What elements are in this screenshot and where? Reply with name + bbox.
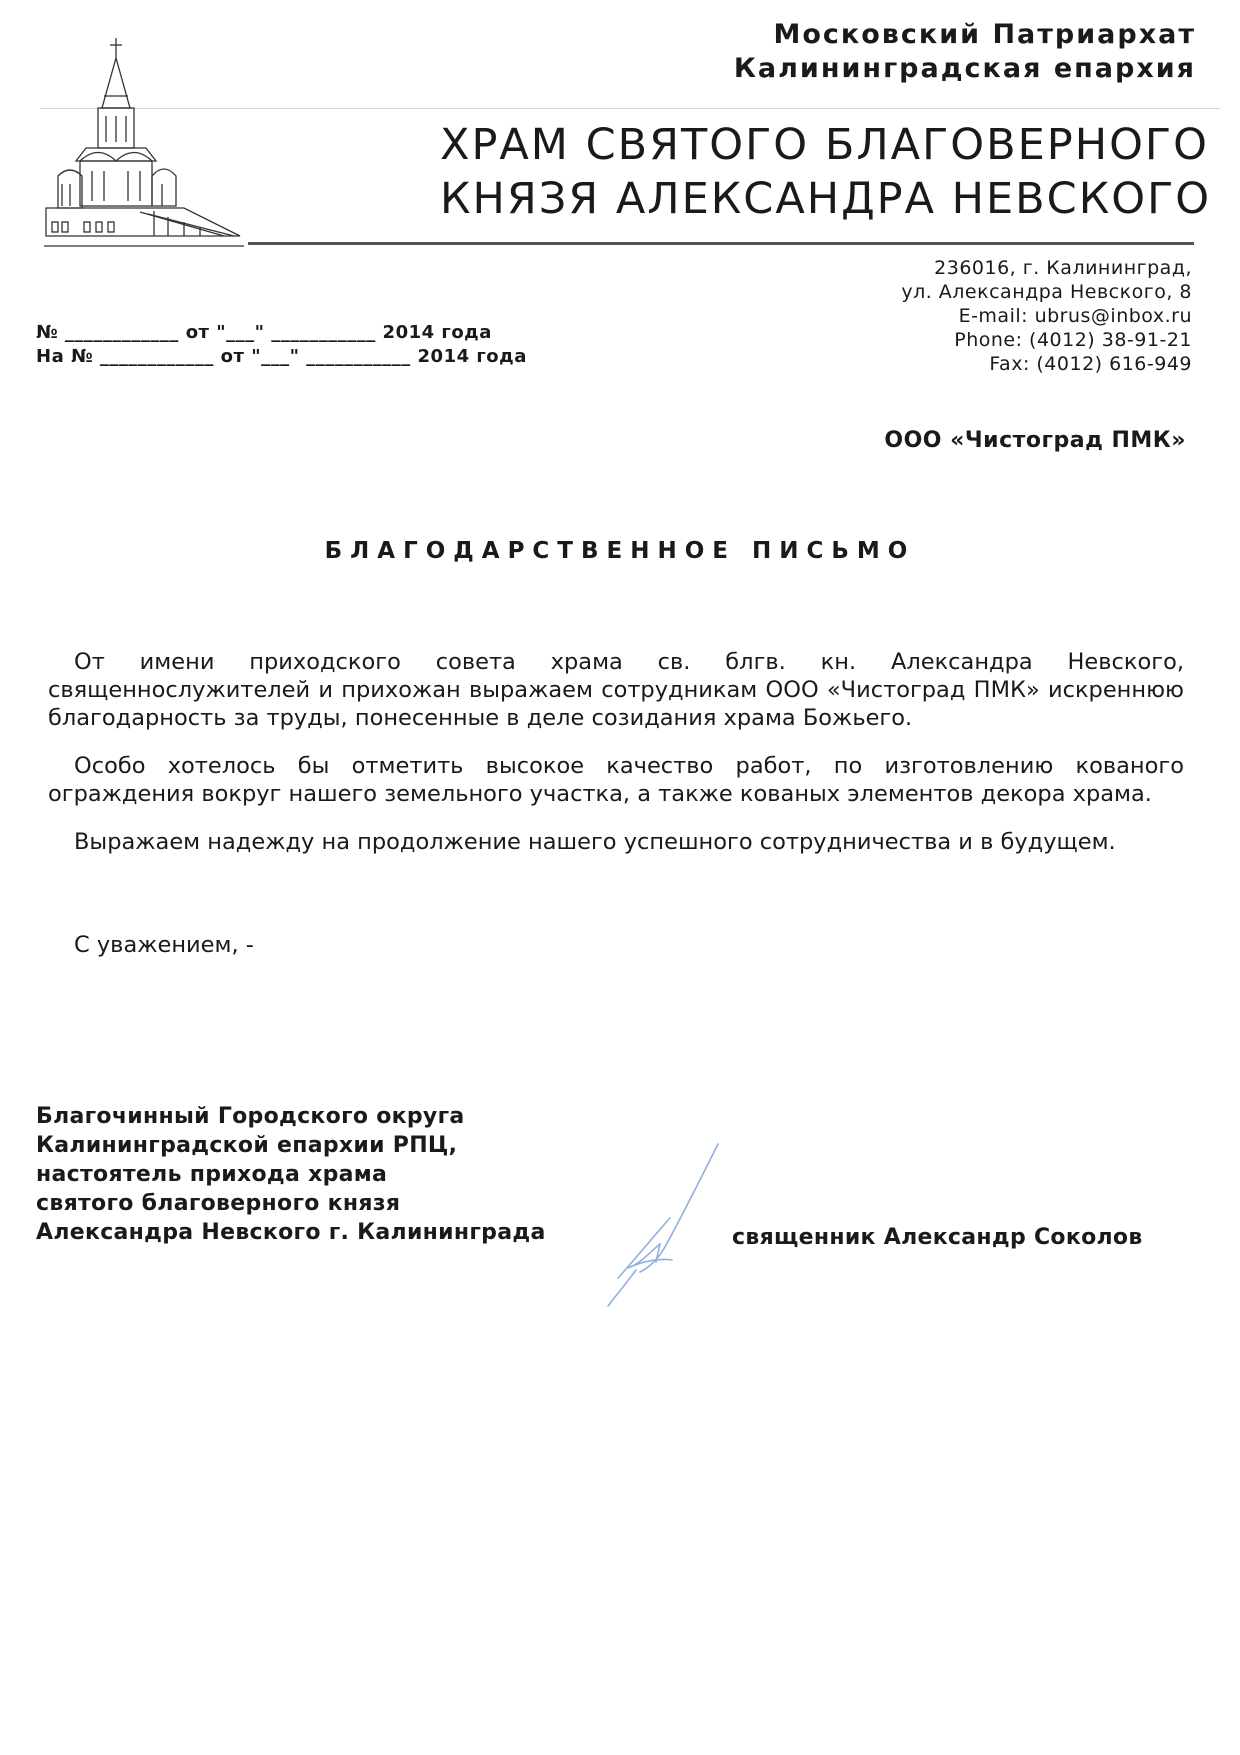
patriarchate-name: Московский Патриархат <box>773 19 1196 50</box>
diocese-name: Калининградская епархия <box>733 53 1196 84</box>
signer-position-line5: Александра Невского г. Калининграда <box>36 1220 546 1245</box>
signer-position-line2: Калининградской епархии РПЦ, <box>36 1133 458 1158</box>
temple-name <box>440 118 1211 226</box>
incoming-number-line: На № ____________ от "___" ___________ 2014 года <box>36 346 527 367</box>
body-paragraph-3: Выражаем надежду на продолжение нашего успешного сотрудничества и в будущем. <box>74 829 1116 855</box>
address-street: ул. Александра Невского, 8 <box>901 281 1192 303</box>
recipient: ООО «Чистоград ПМК» <box>884 428 1186 453</box>
church-logo-icon <box>44 36 244 248</box>
signer-position-line3: настоятель прихода храма <box>36 1162 388 1187</box>
body-paragraph-2: Особо хотелось бы отметить высокое качество работ, по изготовлению кованого ограждения вокруг нашего земельного участка, а также кованых элементов декора храма. <box>48 753 1184 807</box>
organization-header <box>734 18 1196 86</box>
contact-address <box>901 256 1192 376</box>
letterhead-divider <box>248 242 1194 245</box>
closing-phrase: С уважением, - <box>74 932 254 958</box>
address-city: 236016, г. Калининград, <box>934 257 1192 279</box>
temple-name-line1: ХРАМ СВЯТОГО БЛАГОВЕРНОГО <box>440 120 1209 170</box>
temple-name-line2: КНЯЗЯ АЛЕКСАНДРА НЕВСКОГО <box>440 174 1212 224</box>
document-title: БЛАГОДАРСТВЕННОЕ ПИСЬМО <box>324 538 916 564</box>
signer-position <box>36 1102 546 1247</box>
signer-name: священник Александр Соколов <box>732 1225 1143 1250</box>
signer-position-line4: святого благоверного князя <box>36 1191 401 1216</box>
address-phone: Phone: (4012) 38-91-21 <box>954 329 1192 351</box>
address-fax: Fax: (4012) 616-949 <box>989 353 1192 375</box>
body-paragraph-1: От имени приходского совета храма св. блгв. кн. Александра Невского, священнослужителей и прихожан выражаем сотрудникам ООО «Чистоград ПМК» искреннюю благодарность за труды, понесенные в деле созидания храма Божьего. <box>48 649 1184 731</box>
handwritten-signature-icon <box>600 1140 740 1310</box>
signer-position-line1: Благочинный Городского округа <box>36 1104 465 1129</box>
address-email: E-mail: ubrus@inbox.ru <box>958 305 1192 327</box>
outgoing-number-line: № ____________ от "___" ___________ 2014 года <box>36 322 492 343</box>
letter-body <box>48 648 1184 876</box>
